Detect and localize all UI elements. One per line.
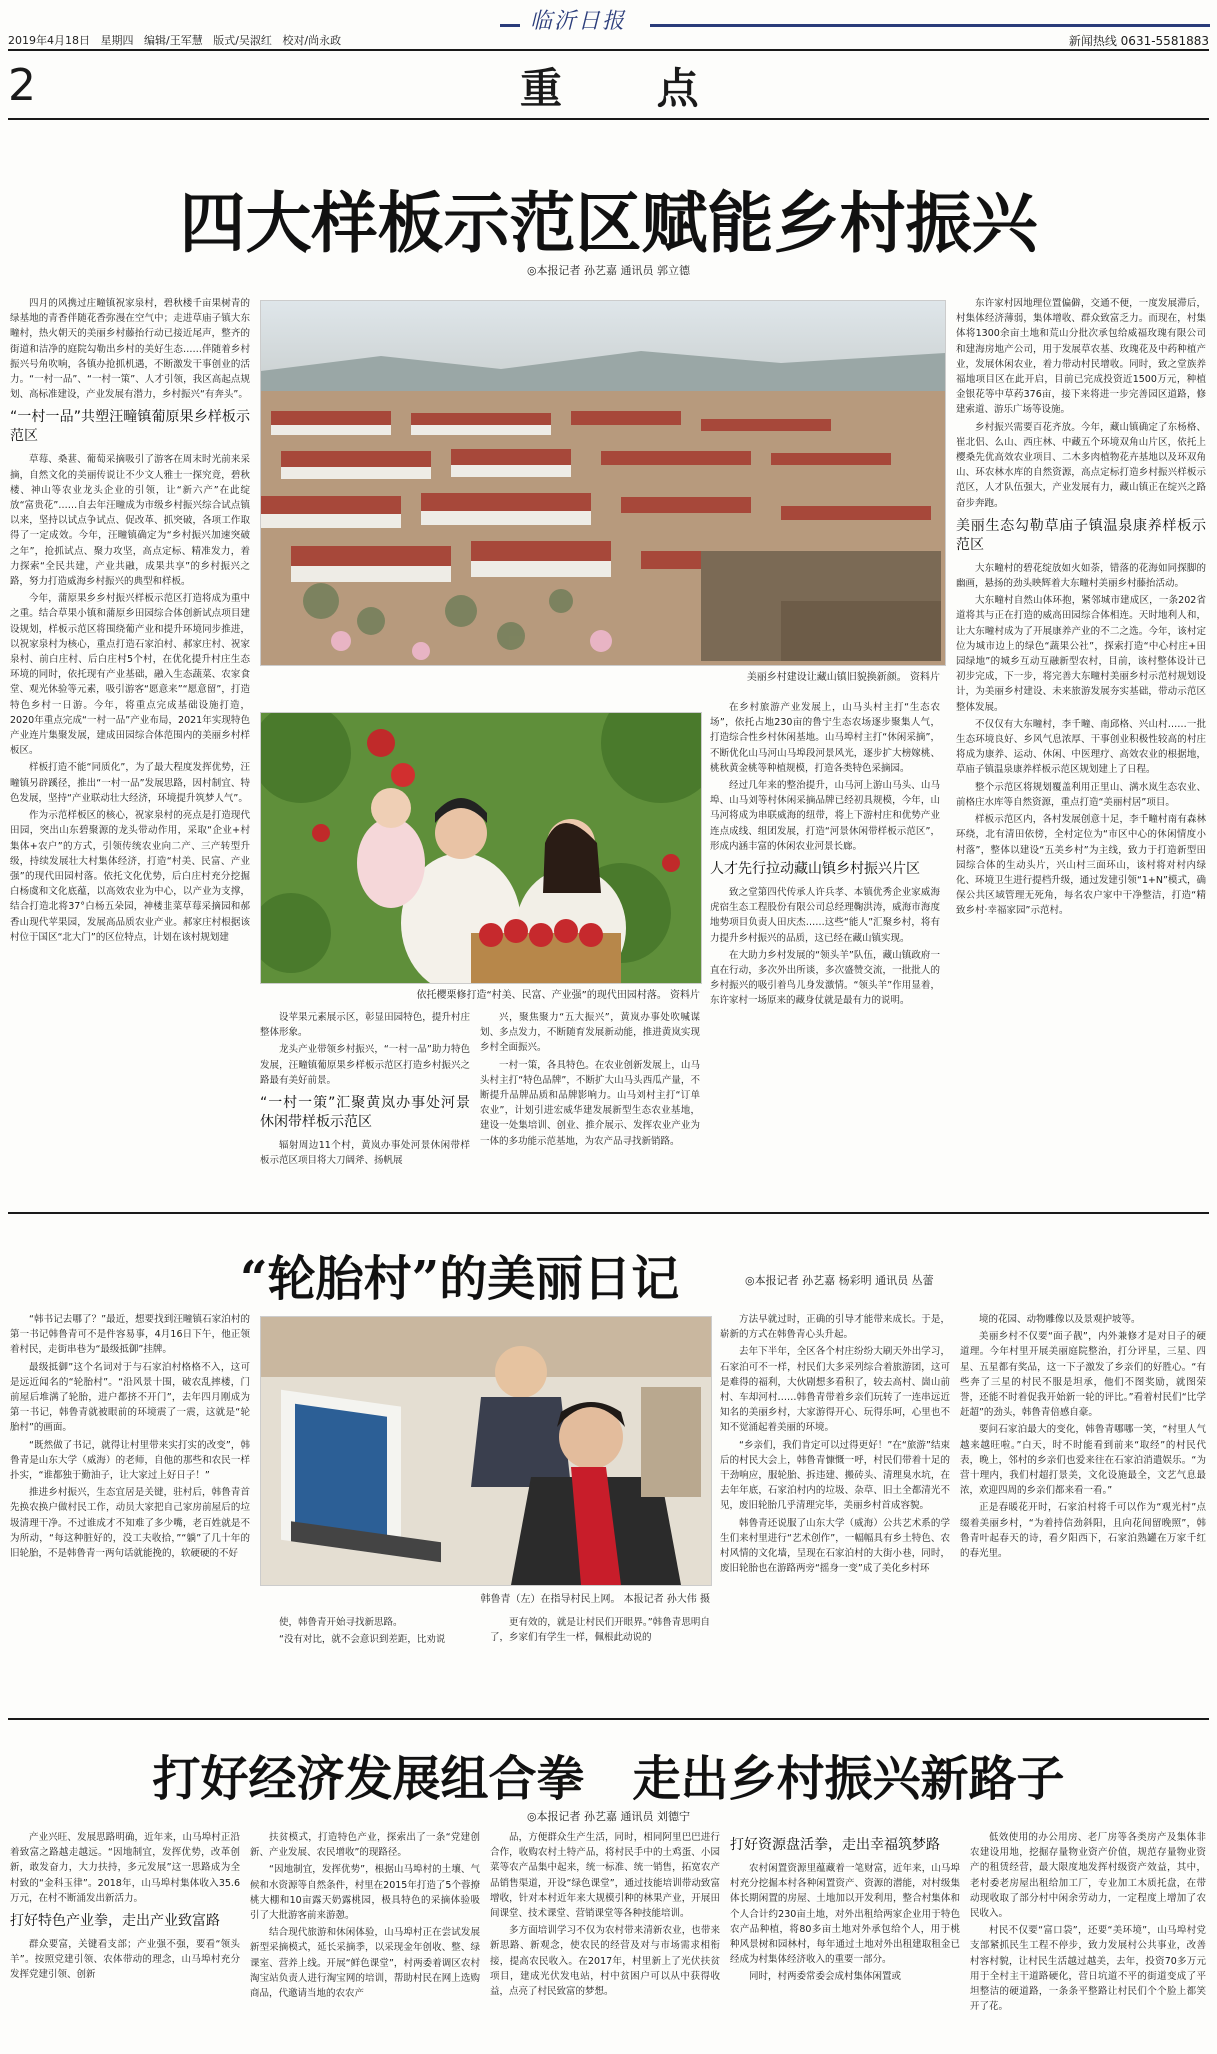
- article3-col2-p3: 结合现代旅游和休闲体验，山马埠村正在尝试发展新型采摘模式，延长采摘季，以采现金年创收、整、绿课室、营养上线。开展“鲜色课堂”，村两委着调区农村淘宝站负责人进行淘宝网的培训，帮助村民在网上选购商品，代邀请当地的农农产: [250, 1927, 480, 2000]
- article2-col2-p2: “没有对比，就不会意识到差距，比劝说: [279, 1634, 446, 1646]
- computer-photo-caption: 韩鲁青（左）在指导村民上网。 本报记者 孙大伟 摄: [480, 1594, 710, 1605]
- article3-column-1: [10, 1830, 240, 2052]
- article3-column-5: [970, 1830, 1206, 2052]
- article3-headline: 打好经济发展组合拳 走出乡村振兴新路子: [152, 1751, 1065, 1807]
- article1-column-2: [260, 1010, 470, 1205]
- article3-col5-p2: 村民不仅要“富口袋”，还要“美环境”，山马埠村党支部紧抓民生工程不停步，致力发展村公共事业，改善村容村貌，让村民生活越过越美，去年，投资70多万元用于全村主干道路硬化，营日坑道不平的街道变成了平坦整洁的硬道路，一条条平整路让村民们个个脸上都笑开了花。: [970, 1925, 1206, 2013]
- article3-col5-p1: 低效使用的办公用房、老厂房等各类房产及集体非农建设用地，挖掘存量物业资产价值，规范存量物业资产的租赁经营，最大限度地发挥村级资产效益，其中，老村委老房屋出租给加工厂，专业加工木质托盘，在带动现收取了部分村中闲余劳动力，一定程度上增加了农民收入。: [970, 1832, 1206, 1920]
- village-aerial-illustration: [261, 301, 945, 665]
- article2-col5-p1: 境的花园、动物雕像以及景观护坡等。: [979, 1314, 1141, 1325]
- article2-col1-p3: “既然做了书记，就得让村里带来实打实的改变”，韩鲁青是山东大学（威海）的老师，自他的那些和农民一样扑实，“谁都独于勤油子，让大家过上好日子！”: [10, 1439, 250, 1482]
- article1-subhead-4: 人才先行拉动藏山镇乡村振兴片区: [710, 861, 920, 878]
- newspaper-brand: 临沂日报: [530, 9, 627, 34]
- article1-col5-p1: 东许家村因地理位置偏僻，交通不便，一度发展滞后，村集体经济薄弱，集体增收、群众致富乏力。而现在，村集体将1300余亩土地和荒山分批次承包给威福玫瑰有限公司和建海房地产公司，用于发展草农基、玫瑰花及中药种植产业，发展休闲农业，着力带动村民增收。同时，致之堂族养福地项目区在此开启，目前已完成投资近1500万元，种植金银花等中草药376亩，接下来将进一步完善园区道路，修建索道、游乐广场等设施。: [956, 298, 1206, 416]
- article2-col5-p4: 正是春暖花开时，石家泊村将千可以作为“观光村”点缀着美丽乡村，“为着持信劲斜阳，且向花间留晚照”，韩鲁青叶起春天的诗，看夕阳西下，石家泊熟罐在万家千红的春光里。: [960, 1502, 1206, 1560]
- article2-col4-p2: 去年下半年，全区各个村庄纷纷大刷天外出学习，石家泊可不一样，村民们大多采列综合着旅游团，这可是难得的福利，大伙剧想多看积了，较去高村、崮山前村、车却河村……韩鲁青带着乡亲们玩转了一连串远近知名的美丽乡村，大家游得开心、玩得乐呵，心里也不知不觉涌起着美丽的环境。: [720, 1346, 950, 1434]
- brand-rule-right: [650, 24, 1210, 27]
- article1-col5b-p1: 大东疃村的碧花绽放如火如荼，错落的花海如同探脚的幽画，悬扬的劲头映辉着大东疃村美丽乡村藤抬活动。: [956, 562, 1206, 590]
- article1-subhead-2: “一村一策”汇聚黄岚办事处河景休闲带样板示范区: [260, 1095, 470, 1131]
- article3-col2-p2: “因地制宜，发挥优势”，根据山马埠村的土壤、气候和水资源等自然条件，村里在2015年打造了5个蓉撩桃大棚和10亩露天奶露桃园，极具特色的采摘体验吸引了大批游客前来游憩。: [250, 1864, 480, 1922]
- article1-col5b-p3: 不仅仅有大东疃村，李千疃、南邱格、兴山村……一批生态环境良好、乡风气息浓厚、干事创业积极性较高的村庄将成为康养、运动、休闲、中医理疗、高效农业的根据地，草庙子镇温泉康养样板示范区规划建上了日程。: [956, 718, 1206, 776]
- village-photo-caption: 美丽乡村建设让藏山镇旧貌换新颜。 资料片: [746, 672, 940, 683]
- article1-col2b-p1: 辐射周边11个村，黄岚办事处河景休闲带样板示范区项目将大刀阔斧、扬帆展: [260, 1140, 470, 1167]
- article2-col4-p4: 韩鲁青还说服了山东大学（威海）公共艺术系的学生们来村里进行“艺术创作”，一幅幅具有乡土特色、农村风情的文化墙，呈现在石家泊村的大街小巷，同时，废旧轮胎也在游路两旁“摇身一变”成了美化乡村环: [720, 1517, 950, 1575]
- apple-family-photo: [260, 712, 702, 984]
- page-number: 2: [8, 60, 36, 111]
- news-hotline: 新闻热线 0631-5581883: [1068, 34, 1209, 48]
- article2-col5-p2: 美丽乡村不仅要“面子靓”，内外兼修才是对日子的硬道理。今年村里开展美丽庭院整治，打分评星，三星、四星、五星都有奖品，这一下子激发了乡亲们的好胜心。“有些奔了三星的村民不服是坦承，他们不图奖励，就图荣誉，还能不时着促我开始新一轮的评比。”看着村民们“比学赶超”的劲头，韩鲁青倍感自豪。: [960, 1331, 1206, 1419]
- article1-col4-p1: 在乡村旅游产业发展上，山马头村主打“生态农场”，依托占地230亩的鲁宁生态农场逐步聚集人气，打造综合性乡村休闲基地。山马埠村主打“休闲采摘”，不断优化山马河山马埠段河景风光，逐步扩大榜嫁桃、桃秋黄金桃等种植规模，打造各类特色采摘园。: [710, 702, 940, 774]
- article3-col4-p1: 农村闲置资源里蕴藏着一笔财富，近年来，山马埠村充分挖掘本村各种闲置资产、资源的潜能，对村级集体长期闲置的房屋、土地加以开发利用，整合村集体和个人合计约230亩土地，对外出租给两家企业用于特色农产品种植，将80多亩土地对外承包给个人，用于桃种风景树和园林村，每年通过土地对外出租建取租金已经成为村集体经济收入的重要一部分。: [730, 1863, 960, 1966]
- article1-byline: ◎本报记者 孙艺嘉 通讯员 郭立德: [526, 264, 691, 277]
- article1-col4-p2: 经过几年来的整治提升，山马河上游山马头、山马埠、山马刘等村休闲采摘品牌已经初具规模，今年，山马河将成为串联威海的纽带，将上下游村庄和优势产业连点成线、组团发展，打造“河景休闲带样板示范区”，形成内涵丰富的休闲农业河景长廊。: [710, 780, 940, 852]
- article3-col1-p1: 产业兴旺、发展思路明确，近年来，山马埠村正沿着致富之路越走越远。“因地制宜，发挥优势，改革创新，敢发奋力，大力扶持，多元发展”这一思路成为全村致的“金科玉律”。2018年，山马埠村集体收入35.6万元，在村不断涌发出新活力。: [10, 1832, 240, 1904]
- section-rule: [8, 118, 1209, 120]
- article1-subhead-1: “一村一品”共塑汪疃镇葡原果乡样板示范区: [10, 409, 250, 445]
- article2-column-5: [960, 1312, 1206, 1712]
- article3-column-2: [250, 1830, 480, 2052]
- article3-column-4: [730, 1830, 960, 2052]
- brand-rule-left: [500, 24, 520, 27]
- article1-col4b-p1: 致之堂第四代传承人许兵孝、本镇优秀企业家威海虎宿生态工程股份有限公司总经理鞠洪涛，威海市海度地势项目负责人田庆杰……这些“能人”汇聚乡村，将有力提升乡村振兴的品质，这已经在藏山镇实现。: [710, 887, 940, 944]
- issue-weekday: 星期四: [100, 34, 134, 47]
- article1-col4b-p2: 在大助力乡村发展的“领头羊”队伍，藏山镇政府一直在行动，多次外出所谈，多次盛赞交流，一批批人的乡村振兴的吸引着鸟儿身发激情。“领头羊”作用显着，东许家村一场原来的藏身仗就是最有力的说明。: [710, 949, 940, 1007]
- article1-subhead-5: 美丽生态勾勒草庙子镇温泉康养样板示范区: [956, 517, 1206, 553]
- header-rule: [8, 49, 1209, 51]
- proof-credit: 校对/尚永政: [282, 34, 342, 47]
- article3-byline: ◎本报记者 孙艺嘉 通讯员 刘德宁: [526, 1810, 691, 1823]
- article3-col3-p1: 品，方便群众生产生活，同时，相同阿里巴巴进行合作，收购农村土特产品，将村民手中的土鸡蛋、小园菜等农产品集中起来，统一标准、统一销售，拓宽农产品销售渠道，开设“绿色课堂”，通过技能培训带动致富增收，针对本村近年来大规模引种的林果产业，开展田间课堂、技术课堂、营销课堂等各种技能培训。: [490, 1832, 720, 1920]
- article2-col1-p1: “韩书记去哪了？”最近，想要找到汪疃镇石家泊村的第一书记韩鲁青可不是件容易事，4月16日下午，他正领着村民，走街串巷为“最级抵御”挂牌。: [10, 1314, 250, 1356]
- article1-bottom-rule: [8, 1212, 1209, 1214]
- article1-col1b-p2: 今年，蒲原果乡乡村振兴样板示范区打造将成为重中之重。结合草果小镇和蒲原乡田园综合体创新试点项目建设规划，样板示范区将围绕葡产业和提升环境同步推进，以祝家泉村为核心，重点打造石家泊村、郝家庄村、祝家泉村、前白庄村、后白庄村5个村，在优化提升村庄生态环境的同时，依托现有产业基础，融入生态蔬菜、农家食堂、观光休验等元素，吸引游客“愿意来”“愿意留”，打造特色乡村一日游。今年，将重点完成基础设施打造，2020年重点完成“一村一品”产业布局，2021年实现特色产业连片集聚发展，建成田园综合体范围内的美丽乡村样板区。: [10, 593, 250, 757]
- article3-col1b-p1: 群众要富，关键看支部；产业强不强，要看“领头羊”。按照党建引领、农体带动的理念，山马埠村充分发挥党建引领、创新: [10, 1939, 240, 1981]
- article2-bottom-rule: [8, 1718, 1209, 1720]
- layout-credit: 版式/吴淑红: [213, 34, 272, 47]
- article1-col1b-p4: 作为示范样板区的核心，祝家泉村的亮点是打造现代田园，突出山东碧聚源的龙头带动作用，采取“企业+村集体+农户”的方式，引领传统农业向二产、三产转型升级，持续发展壮大村集体经济，打造“村美、民富、产业强”的现代田园村落。依托文化优势，后白庄村充分挖掘白杨虞和文化底蕴，以高效农业为中心，以产业为支撑，结合打造北将37°白杨五朵园，神楼韭菜草莓采摘园和郝香山现代苹果园，发展高品质农业产业。郝家庄村根据该村位于国区“北大门”的区位特点，计划在该村规划建: [10, 810, 250, 943]
- article1-col5b-p4: 整个示范区将规划覆盖利用正里山、满水岚生态农业、前格庄水库等自然资源，重点打造“美丽村居”项目。: [956, 781, 1206, 808]
- article2-col3-p1: 更有效的，就是让村民们开眼界。”韩鲁青思明自了，乡家们有学生一样，佩根此动说的: [490, 1617, 710, 1644]
- article1-col3-p1: 兴，聚焦聚力“五大振兴”，黄岚办事处吹喊谋划、多点发力，不断随育发展新动能，推进黄岚实现乡村全面振兴。: [480, 1012, 700, 1054]
- article2-column-3: [490, 1615, 710, 1710]
- section-title: 重 点: [520, 64, 739, 113]
- issue-date: 2019年4月18日: [8, 34, 90, 47]
- editor-credit: 编辑/王军慧: [144, 34, 203, 47]
- computer-training-illustration: [261, 1317, 711, 1585]
- article2-col4-p1: 方法早就过时，正确的引导才能带来成长。于是，崭新的方式在韩鲁青心头升起。: [720, 1314, 950, 1341]
- article1-column-3: [480, 1010, 700, 1205]
- article3-subhead-1: 打好特色产业拳，走出产业致富路: [10, 1913, 220, 1930]
- apple-family-illustration: [261, 713, 701, 983]
- article1-col3-p2: 一村一策，各具特色。在农业创新发展上，山马头村主打“特色品牌”，不断扩大山马头西瓜产量，不断提升品牌品质和品牌影响力。山马刘村主打“订单农业”，计划引进宏威华建发展新型生态农业基地，建设一处集培训、创业、推介展示、发挥农业产业为一体的多功能示范基地，为农产品寻找新销路。: [480, 1059, 700, 1147]
- article3-column-3: [490, 1830, 720, 2052]
- article2-column-2: [260, 1615, 480, 1710]
- article3-col3-p2: 多方面培训学习不仅为农村带来清新农业，也带来新思路、新观念，使农民的经营及对与市场需求相衔接，提高农民收入。在2017年，村里新上了光伏扶贫项目，建成光伏发电站，村中贫困户可以从中获得收益，点亮了村民致富的梦想。: [490, 1925, 720, 1998]
- article1-col1-p1: 四月的风携过庄疃镇祝家泉村，碧秋楼千亩果树青的绿基地的青香伴随花香弥漫在空气中；走进草庙子镇大东疃村，热火朝天的美丽乡村藤抬行动已接近尾声，整齐的街道和洁净的庭院勾勒出乡村的美好生态……伴随着乡村振兴号角吹响，各镇办抢抓机遇，不断激发干事创业的活力。“一村一品”、“一村一策”、人才引领，我区高起点规划、高标准建设，产业发展有潜力，乡村振兴“有奔头”。: [10, 298, 250, 401]
- article1-col1b-p3: 样板打造不能“同质化”，为了最大程度发挥优势，汪疃镇另辟蹊径，推出“一村一品”发展思路，因村制宜、特色发展，坚持“产业联动壮大经济，环境提升筑梦人气”。: [10, 762, 250, 804]
- article2-col1-p4: 推进乡村振兴，生态宜居是关键，驻村后，韩鲁青首先换农换户做村民工作，动员大家把自己家房前屋后的垃圾清理干净。不过谁成才不知难了多少嘴，老百姓就是不为所动，“每这种脏好的，没工夫收拾，”“躺”了几十年的旧轮胎，不是韩鲁青一两句话就能挽的，软硬硬的不好: [10, 1487, 250, 1560]
- article1-col5b-p2: 大东疃村自然山体环抱，紧邻城市建成区，一条202省道将其与正在打造的威高田园综合体相连。天时地利人和，让大东疃村成为了开展康养产业的不二之选。今年，该村定位为城市边上的绿色“蔬果公社”，探索打造“中心村庄+田园绿地”的城乡互动互融新型农村，目前，该村整体设计已初步完成，下一步，将完善大东疃村美丽乡村示范村规划设计，为美丽乡村建设、未来旅游发展夯实基础，带动示范区整体发展。: [956, 595, 1206, 713]
- article1-column-1: [10, 296, 250, 1206]
- computer-training-photo: [260, 1316, 712, 1586]
- article1-col5-p2: 乡村振兴需要百花齐放。今年，藏山镇确定了东杨格、崔北侣、么山、西庄林、中藏五个环境双角山片区，依托上樱桑先优高效农业项目、二木多肉植物花卉基地以及环双角山、环农林水库的自然资源，高点定标打造乡村振兴样板示范区，人才队伍强大，产业发展有力，藏山镇正在绽兴之路奋步奔跑。: [956, 421, 1206, 509]
- article2-col1-p2: 最级抵御”这个名词对于与石家泊村格格不入，这可是远近闻名的“轮胎村”。“沿风景十围，破农乱摔楼，门前屋后堆满了轮胎，进户都挤不开门”，去年四月刚成为第一书记，韩鲁青就被眼前的环境震了一震，这就是“轮胎村”的画面。: [10, 1361, 250, 1434]
- article1-column-4: [710, 700, 940, 1205]
- article2-column-4: [720, 1312, 950, 1712]
- article2-byline: ◎本报记者 孙艺嘉 杨彩明 通讯员 丛蕾: [745, 1274, 934, 1287]
- article1-col1b-p1: 草莓、桑葚、葡萄采摘吸引了游客在周末时光前来采摘，自然文化的美丽传说让不少文人雅士一探究竟，碧秋楼、神山等农业龙头企业的引领，让“新六产”在此绽放“富贵花”……自去年汪疃成为市级乡村振兴综合试点镇以来，坚持以试点争试点、促改革、抓突破，各项工作取得了一定成效。今年，汪疃镇确定为“乡村振兴加速突破之年”，抢抓试点、聚力攻坚，高点定标、精准发力，着力探索“全民共建，产业共融，成果共享”的乡村振兴之路，努力打造威海乡村振兴的典型和样板。: [10, 454, 250, 588]
- article2-col5-p3: 要问石家泊最大的变化，韩鲁青哪哪一笑，“村里人气越来越旺啦。”白天，时不时能看到前来“取经”的村民代表，晚上，邻村的乡亲们也爱来往在石家泊消遣娱乐。“为营十理内，我们村超打景美，文化设施最全，文艺气息最浓，欢迎四周的乡亲们都来看一看。”: [960, 1424, 1206, 1497]
- article1-col2-p2: 龙头产业带领乡村振兴，“一村一品”助力特色发展，汪疃镇葡原果乡样板示范区打造乡村振兴之路最有美好前景。: [260, 1044, 470, 1086]
- article1-column-5: [956, 296, 1206, 1206]
- article2-col4-p3: “乡亲们，我们肯定可以过得更好！”在“旅游”结束后的村民大会上，韩鲁青慷慨一呼，村民们带着十足的干劲响应，服轮胎、拆违建、搬砖头、清理臭水坑，在去年年底，石家泊村内的垃圾、杂草、旧土全都清光不见，废旧轮胎几乎清理完毕，美丽乡村首成容貌。: [720, 1439, 950, 1512]
- village-aerial-photo: [260, 300, 946, 666]
- article3-col4-p2: 同时，村两委常委会成村集体闲置或: [749, 1971, 902, 1983]
- apple-photo-caption: 依托樱栗修打造“村美、民富、产业强”的现代田园村落。 资料片: [416, 990, 700, 1001]
- article3-subhead-4: 打好资源盘活拳，走出幸福筑梦路: [730, 1837, 940, 1853]
- masthead-meta: [8, 32, 341, 48]
- article3-col2-p1: 扶贫模式，打造特色产业，探索出了一条“党建创新、产业发展、农民增收”的现路径。: [250, 1832, 480, 1859]
- article1-col5b-p5: 样板示范区内，各村发展创意十足，李千疃村南有森林环绕，北有清田依傍，全村定位为“市区中心的休闲情度小村落”，整体以建设“五美乡村”为主线，致力于打造新型田园综合体的生动头片，兴山村三面环山，该村将对村内绿化、环境卫生进行提档升级，通过发建引领“1+N”模式，确保公共区域管理无死角，每名农户家中干净整洁，打造“精致乡村·幸福家园”示范村。: [956, 814, 1206, 917]
- article1-headline: 四大样板示范区赋能乡村振兴: [179, 184, 1038, 262]
- article2-col2-p1: 使，韩鲁青开始寻找新思路。: [279, 1617, 403, 1628]
- article2-column-1: [10, 1312, 250, 1712]
- article2-headline: “轮胎村”的美丽日记: [240, 1251, 680, 1307]
- article1-col2-p1: 设苹果元素展示区，彰显田园特色，提升村庄整体形象。: [260, 1012, 470, 1039]
